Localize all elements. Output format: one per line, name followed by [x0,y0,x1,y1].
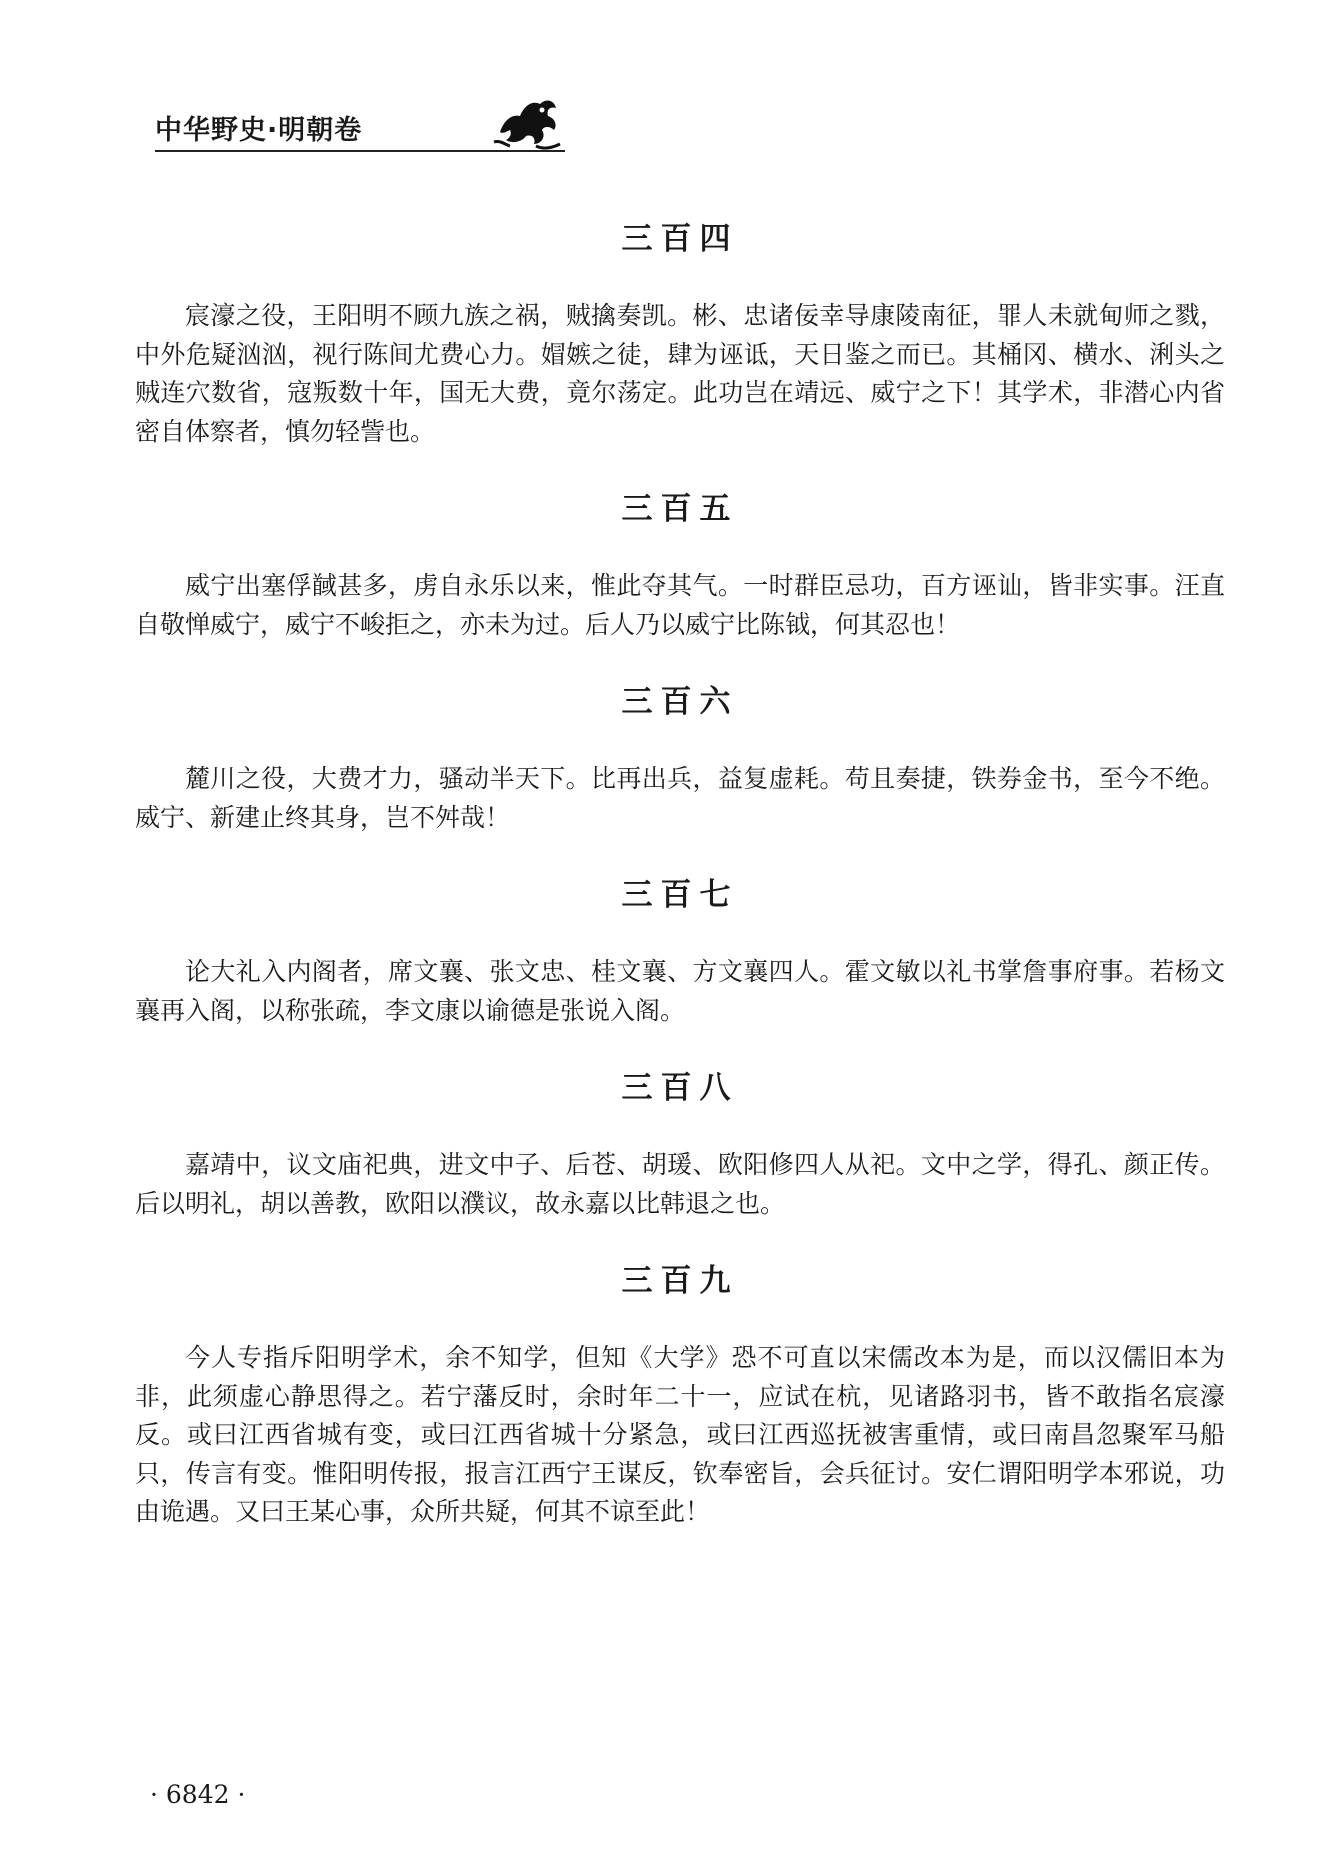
section-heading: 三百九 [621,1263,739,1299]
header-rule [155,150,565,152]
section [135,678,1225,837]
section-paragraph: 宸濠之役，王阳明不顾九族之祸，贼擒奏凯。彬、忠诸佞幸导康陵南征，罪人未就甸师之戮，中外危疑汹汹，视行陈间尤费心力。媢嫉之徒，肆为诬诋，天日鉴之而已。其桶冈、横水、浰头之贼连穴数省，寇叛数十年，国无大费，竟尔荡定。此功岂在靖远、威宁之下！其学术，非潜心内省密自体察者，慎勿轻訾也。 [135,301,1225,446]
section-paragraph: 嘉靖中，议文庙祀典，进文中子、后苍、胡瑗、欧阳修四人从祀。文中之学，得孔、颜正传。后以明礼，胡以善教，欧阳以濮议，故永嘉以比韩退之也。 [135,1150,1225,1218]
section [135,1257,1225,1532]
main-text [135,215,1225,1566]
running-header [155,100,575,160]
dragon-icon [490,90,565,152]
section-paragraph: 论大礼入内阁者，席文襄、张文忠、桂文襄、方文襄四人。霍文敏以礼书掌詹事府事。若杨文襄再入阁，以称张疏，李文康以谕德是张说入阁。 [135,957,1225,1025]
section-paragraph: 麓川之役，大费才力，骚动半天下。比再出兵，益复虚耗。苟且奏捷，铁券金书，至今不绝。威宁、新建止终其身，岂不舛哉！ [135,764,1225,832]
page-number: · 6842 · [150,1780,246,1809]
book-title: 中华野史·明朝卷 [155,115,363,146]
section-heading: 三百五 [621,491,739,527]
section [135,485,1225,644]
section-paragraph: 今人专指斥阳明学术，余不知学，但知《大学》恐不可直以宋儒改本为是，而以汉儒旧本为非，此须虚心静思得之。若宁藩反时，余时年二十一，应试在杭，见诸路羽书，皆不敢指名宸濠反。或曰江西省城有变，或曰江西省城十分紧急，或曰江西巡抚被害重情，或曰南昌忽聚军马船只，传言有变。惟阳明传报，报言江西宁王谋反，钦奉密旨，会兵征讨。安仁谓阳明学本邪说，功由诡遇。又曰王某心事，众所共疑，何其不谅至此！ [135,1343,1225,1526]
section-heading: 三百八 [621,1070,739,1106]
section-heading: 三百六 [621,684,739,720]
section-heading: 三百七 [621,877,739,913]
section [135,871,1225,1030]
section-heading: 三百四 [621,221,739,257]
section-paragraph: 威宁出塞俘馘甚多，虏自永乐以来，惟此夺其气。一时群臣忌功，百方诬讪，皆非实事。汪直自敬惮威宁，威宁不峻拒之，亦未为过。后人乃以威宁比陈钺，何其忍也！ [135,571,1225,639]
section [135,215,1225,451]
section [135,1064,1225,1223]
